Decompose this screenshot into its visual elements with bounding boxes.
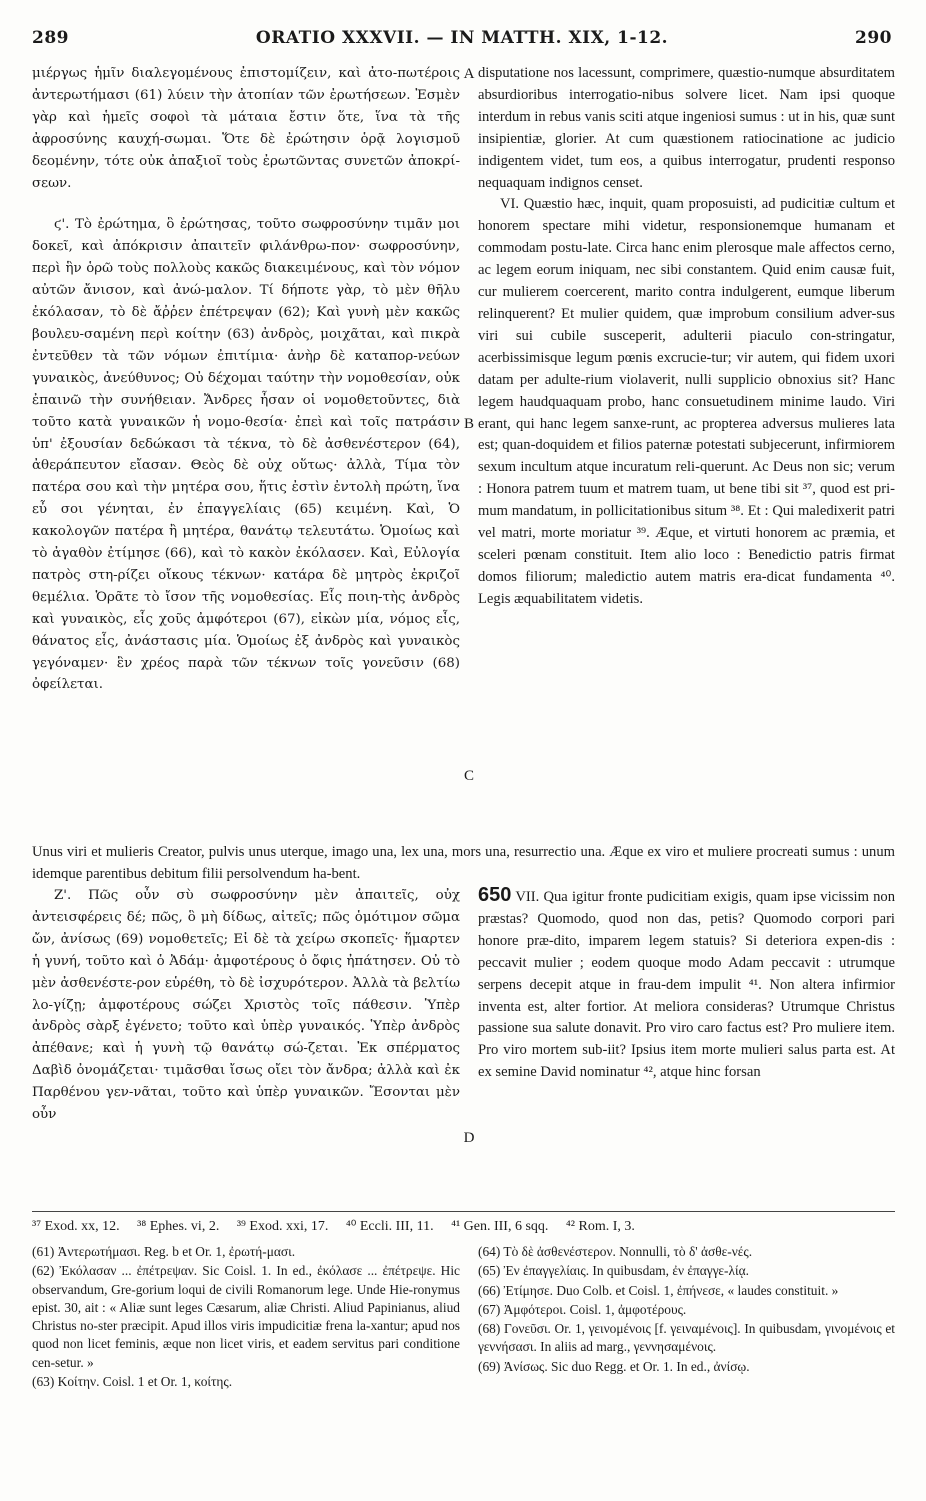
latin-paragraph: VI. Quæstio hæc, inquit, quam proposuisti, ad pudicitiæ cultum et honorem spectare mihi videtur, responsionemque humanam et commodam postu-late. Circa hanc enim plerosque male affectos cerno, ac legem eorum iniquam, nec sibi constantem. Quid enim causæ fuit, cur mulierem coercerent, marito contra indulgerent, eumque liberum relinquerent? Et mulier quidem, quæ improbum consilium adver-sus viri sui cubile susceperit, adulterii piaculo con-stringatur, acerbissimisque legum pœnis excrucie-tur; vir autem, qui fidem uxori datam per adulte-rium violaverit, nulli supplicio obnoxius sit? Hanc legem haudquaquam probo, hanc consuetudinem minime laudo. Viri erant, qui hanc legem sanxe-runt, ac propterea adversus mulieres lata est; quan-doquidem et filios paternæ potestati subjecerunt, infirmiorem sexum incultum atque incuratum reli-querunt. Ac Deus non sic; verum : Honora patrem tuum et matrem tuam, ut bene tibi sit ³⁷, quod est pri-mum mandatum, in pollicitationibus situm ³⁸. Et : Qui maledixerit patri vel matri, morte moriatur ³⁹. Æque, et virtuti honorem ac præmia, et sceleri pœnam constituit. Item alio loco : Benedictio patris firmat domos filiorum; maledictio autem matris era-dicat fundamenta ⁴⁰. Legis æquabilitatem videtis. (478, 196, 895, 607)
scripture-ref: ⁴⁰ Eccli. III, 11. (345, 1219, 434, 1234)
latin-paragraph: VII. Qua igitur fronte pudicitiam exigis, quam ipse vicissim non præstas? Quomodo, quod non das, petis? Quomodo corpori pari honore præ-dito, imparem legem statuis? Si deteriora expen-dis : peccavit mulier ; eodem quoque modo Adam peccavit : utrumque serpens decepit atque in frau-dem impulit ⁴¹. Non altera infirmior inventa est, alter fortior. At meliora consideras? Utrumque Christus passione sua salute donavit. Pro viro caro factus est? Pro muliere item. Pro viro mortem sub-iit? Ipsius item morte mulieri salus parta est. At ex semine David nominatur ⁴², atque hinc forsan (478, 889, 895, 1081)
latin-column-top (478, 63, 895, 611)
scripture-ref: ³⁹ Exod. xxi, 17. (236, 1219, 329, 1234)
latin-paragraph: disputatione nos lacessunt, comprimere, quæstio-numque absurditatem absurdioribus interrogatio-nibus solvere licet. Nam ipsi quoque interdum in rebus vanis sciti atque ingeniosi sumus : ut in his, quæ sunt insipientiæ, glorier. At cum quæstionem ratiocinatione ac judicio indigentem videt, tum eos, a quibus interrogatur, prudenti responso nequaquam indignos censet. (478, 65, 895, 191)
running-title: ORATIO XXXVII. — IN MATTH. XIX, 1-12. (255, 28, 669, 48)
full-width-latin: Unus viri et mulieris Creator, pulvis unus uterque, imago una, lex una, mors una, resurrectio una. Æque ex viro et muliere procreati sumus : unum idemque parentibus debitum filii persolvendum ha-bent. (32, 844, 895, 882)
footnote: (69) Ἀνίσως. Sic duo Regg. et Or. 1. In ed., ἀνίσῳ. (478, 1358, 750, 1374)
greek-paragraph: Ζ'. Πῶς οὖν σὺ σωφροσύνην μὲν ἀπαιτεῖς, οὐχ ἀντεισφέρεις δέ; πῶς, ὃ μὴ δίδως, αἰτεῖς; πῶς ὁμότιμον σῶμα ὤν, ἀνίσως (69) νομοθετεῖς; Εἰ δὲ τὰ χείρω σκοπεῖς· ἥμαρτεν ἡ γυνή, τοῦτο καὶ ὁ Ἀδάμ· ἀμφοτέρους ὁ ὄφις ἠπάτησεν. Οὐ τὸ μὲν ἀσθενέστε-ρον εὑρέθη, τὸ δὲ ἰσχυρότερον. Ἀλλὰ τὰ βελτίω λο-γίζῃ; ἀμφοτέρους σώζει Χριστὸς τοῖς πάθεσιν. Ὑπὲρ ἀνδρὸς σὰρξ ἐγένετο; τοῦτο καὶ ὑπὲρ γυναικός. Ὑπὲρ ἀνδρὸς ἀπέθανε; καὶ ἡ γυνὴ τῷ θανάτῳ σώ-ζεται. Ἐκ σπέρματος Δαβὶδ ὀνομάζεται· τιμᾶσθαι ἴσως οἴει τὸν ἄνδρα; ἀλλὰ καὶ ἐκ Παρθένου γεν-νᾶται, τοῦτο καὶ ὑπὲρ γυναικῶν. Ἔσονται μὲν οὖν (32, 888, 460, 1123)
footnote: (68) Γονεῦσι. Or. 1, γεινομένοις [f. γειναμένοις]. In quibusdam, γινομένοις et γεννήσασι. In aliis ad marg., γεννησαμένοις. (478, 1321, 895, 1355)
scripture-references (32, 1217, 895, 1237)
greek-paragraph: μιέργως ἡμῖν διαλεγομένους ἐπιστομίζειν, καὶ ἀτο-πωτέροις ἀντερωτήμασι (61) λύειν τὴν ἀτοπίαν τῶν ἐρωτήσεων. Ἐσμὲν γὰρ καὶ ἡμεῖς σοφοὶ τὰ μάταια ἔστιν ὅτε, ἵνα τὰ τῆς ἀφροσύνης καυχή-σωμαι. Ὅτε δὲ ἐρώτησιν ὁρᾷ λογισμοῦ δεομένην, τότε οὐκ ἀπαξιοῖ τοὺς ἐρωτῶντας συνετῶν ἀποκρί-σεων. (32, 66, 460, 191)
footnotes-right (478, 1243, 895, 1377)
scripture-ref: ³⁸ Ephes. vi, 2. (137, 1219, 220, 1234)
scripture-ref: ³⁷ Exod. xx, 12. (32, 1219, 120, 1234)
section-marker-a: A (463, 66, 475, 82)
footnote: (66) Ἐτίμησε. Duo Colb. et Coisl. 1, ἐπήνεσε, « laudes constituit. » (478, 1282, 839, 1298)
footnotes-left (32, 1243, 460, 1392)
section-marker-c: C (463, 768, 474, 784)
page-number-right: 290 (855, 28, 892, 48)
page-number-left: 289 (32, 28, 69, 48)
footnote-rule (32, 1211, 895, 1212)
scripture-ref: ⁴¹ Gen. III, 6 sqq. (451, 1219, 549, 1234)
footnote: (67) Ἀμφότεροι. Coisl. 1, ἀμφοτέρους. (478, 1301, 687, 1317)
footnote: (63) Κοίτην. Coisl. 1 et Or. 1, κοίτης. (32, 1374, 233, 1390)
footnote: (62) Ἐκόλασαν ... ἐπέτρεψαν. Sic Coisl. 1. In ed., ἐκόλασε ... ἐπέτρεψε. Hic observandum, Gre-gorium loqui de civili Romanorum lege. Unde Hie-ronymus epist. 30, ait : « Aliæ sunt leges Cæsarum, aliæ Christi. Aliud Papinianus, aliud Christus no-ster præcipit. Apud illos viris impudicitiæ frena la-xantur; apud nos quod non licet feminis, æque non licet viris, et eadem servitus pari conditione cen-setur. » (32, 1263, 460, 1370)
greek-column-top (32, 63, 460, 696)
section-marker-b: B (463, 416, 474, 432)
footnote: (65) Ἐν ἐπαγγελίαις. In quibusdam, ἐν ἐπαγγε-λίᾳ. (478, 1263, 749, 1279)
latin-column-bottom (478, 885, 895, 1084)
running-header (32, 28, 892, 54)
scripture-ref: ⁴² Rom. I, 3. (565, 1219, 635, 1234)
footnote: (61) Ἀντερωτήμασι. Reg. b et Or. 1, ἐρωτή-μασι. (32, 1244, 296, 1259)
column-number: 650 (478, 884, 512, 906)
footnote: (64) Τὸ δὲ ἀσθενέστερον. Nonnulli, τὸ δ' ἀσθε-νές. (478, 1244, 753, 1259)
section-marker-d: D (463, 1130, 475, 1146)
greek-column-bottom (32, 885, 460, 1126)
greek-paragraph: ϛ'. Τὸ ἐρώτημα, ὃ ἐρώτησας, τοῦτο σωφροσύνην τιμᾶν μοι δοκεῖ, καὶ ἀπόκρισιν ἀπαιτεῖν φιλάνθρω-πον· σωφροσύνην, περὶ ἣν ὁρῶ τοὺς πολλοὺς κακῶς διακειμένους, καὶ τὸν νόμον αὐτῶν ἄνισον, καὶ ἀνώ-μαλον. Τί δήποτε γὰρ, τὸ μὲν θῆλυ ἐκόλασαν, τὸ δὲ ἄῤῥεν ἐπέτρεψαν (62); Καὶ γυνὴ μὲν κακῶς βουλευ-σαμένη περὶ κοίτην (63) ἀνδρὸς, μοιχᾶται, καὶ πικρὰ ἐντεῦθεν τὰ τῶν νόμων ἐπιτίμια· ἀνὴρ δὲ καταπορ-νεύων γυναικὸς, ἀνεύθυνος; Οὐ δέχομαι ταύτην τὴν νομοθεσίαν, οὐκ ἐπαινῶ τὴν συνήθειαν. Ἄνδρες ἦσαν οἱ νομοθετοῦντες, διὰ τοῦτο κατὰ γυναικῶν ἡ νομο-θεσία· ἐπεὶ καὶ τοῖς πατράσιν ὑπ' ἐξουσίαν δεδώκασι τὰ τέκνα, τὸ δὲ ἀσθενέστερον (64), ἀθεράπευτον εἴασαν. Θεὸς δὲ οὐχ οὕτως· ἀλλὰ, Τίμα τὸν πατέρα σου καὶ τὴν μητέρα σου, ἥτις ἐστὶν ἐντολὴ πρώτη, ἵνα εὖ σοι γένηται, ἐν ἐπαγγελίαις (65) κειμένη. Καὶ, Ὁ κακολογῶν πατέρα ἢ μητέρα, θανάτῳ τελευτάτω. Ὁμοίως καὶ τὸ ἀγαθὸν ἐτίμησε (66), καὶ τὸ κακὸν ἐκόλασεν. Καὶ, Εὐλογία πατρὸς στη-ρίζει οἴκους τέκνων· κατάρα δὲ μητρὸς ἐκριζοῖ θεμέλια. Ὁρᾶτε τὸ ἴσον τῆς νομοθεσίας. Εἷς ποιη-τὴς ἀνδρὸς καὶ γυναικὸς, εἷς χοῦς ἀμφότεροι (67), εἰκὼν μία, νόμος εἷς, θάνατος εἷς, ἀνάστασις μία. Ὁμοίως ἐξ ἀνδρὸς καὶ γυναικὸς γεγόναμεν· ἓν χρέος παρὰ τῶν τέκνων τοῖς γονεῦσιν (68) ὀφείλεται. (32, 217, 460, 693)
